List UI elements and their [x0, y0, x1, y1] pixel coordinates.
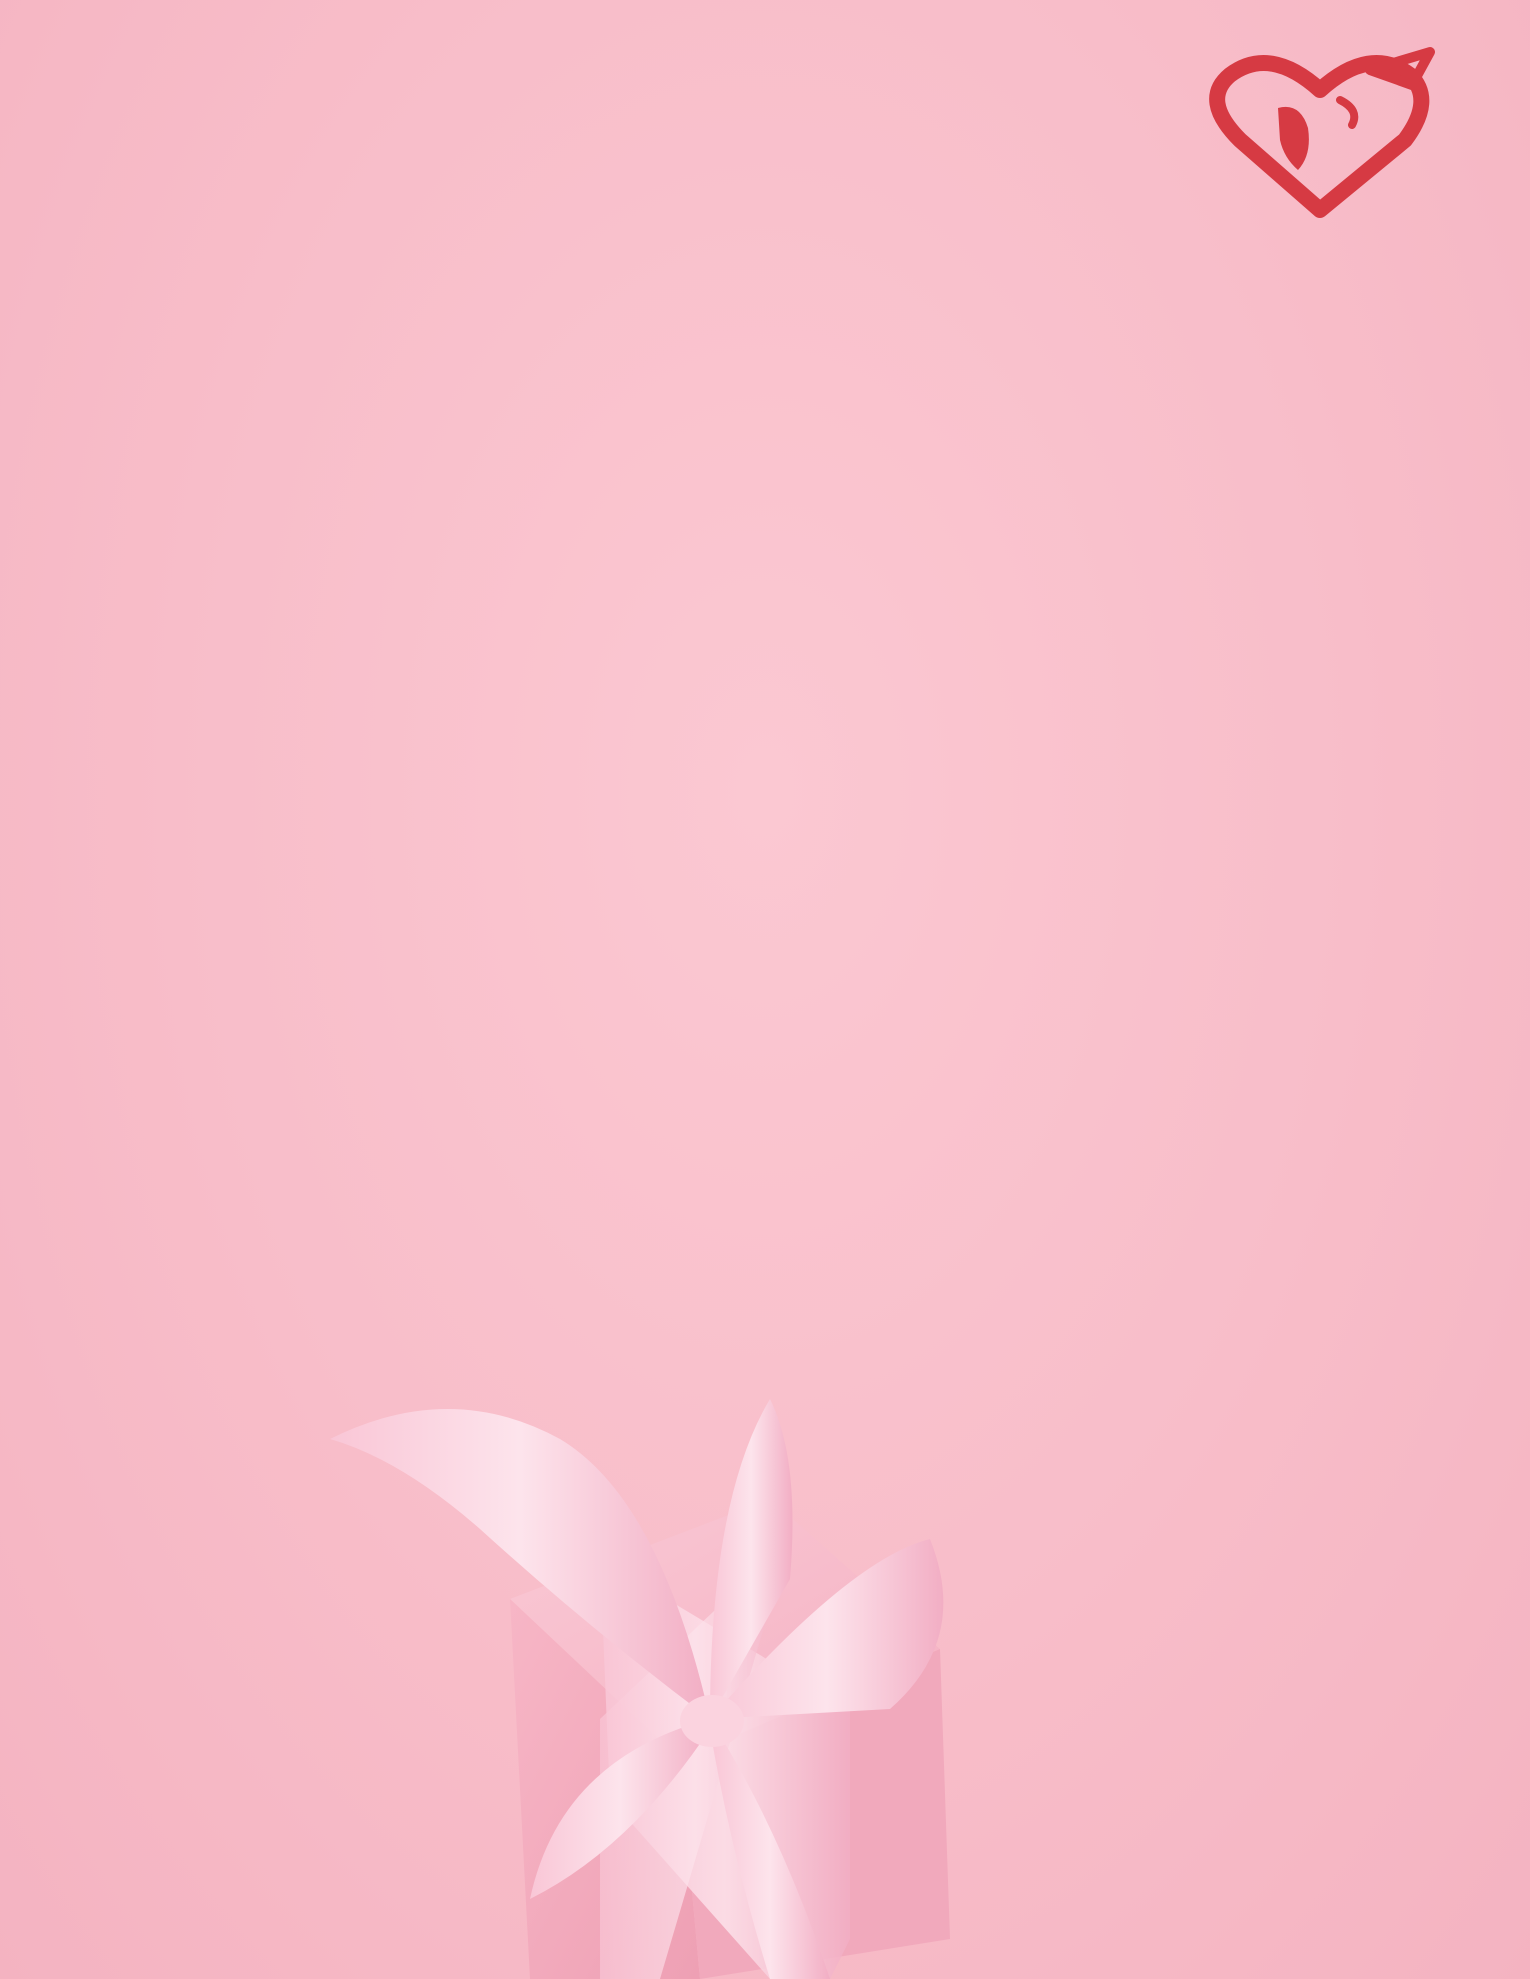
- richies-logo: [1180, 30, 1470, 350]
- candy-hearts-decoration: [0, 1499, 1530, 1979]
- menu-content: [285, 0, 1195, 1400]
- brand-tagline: [1251, 310, 1450, 331]
- chicken-heart-logo-icon: [1180, 30, 1470, 250]
